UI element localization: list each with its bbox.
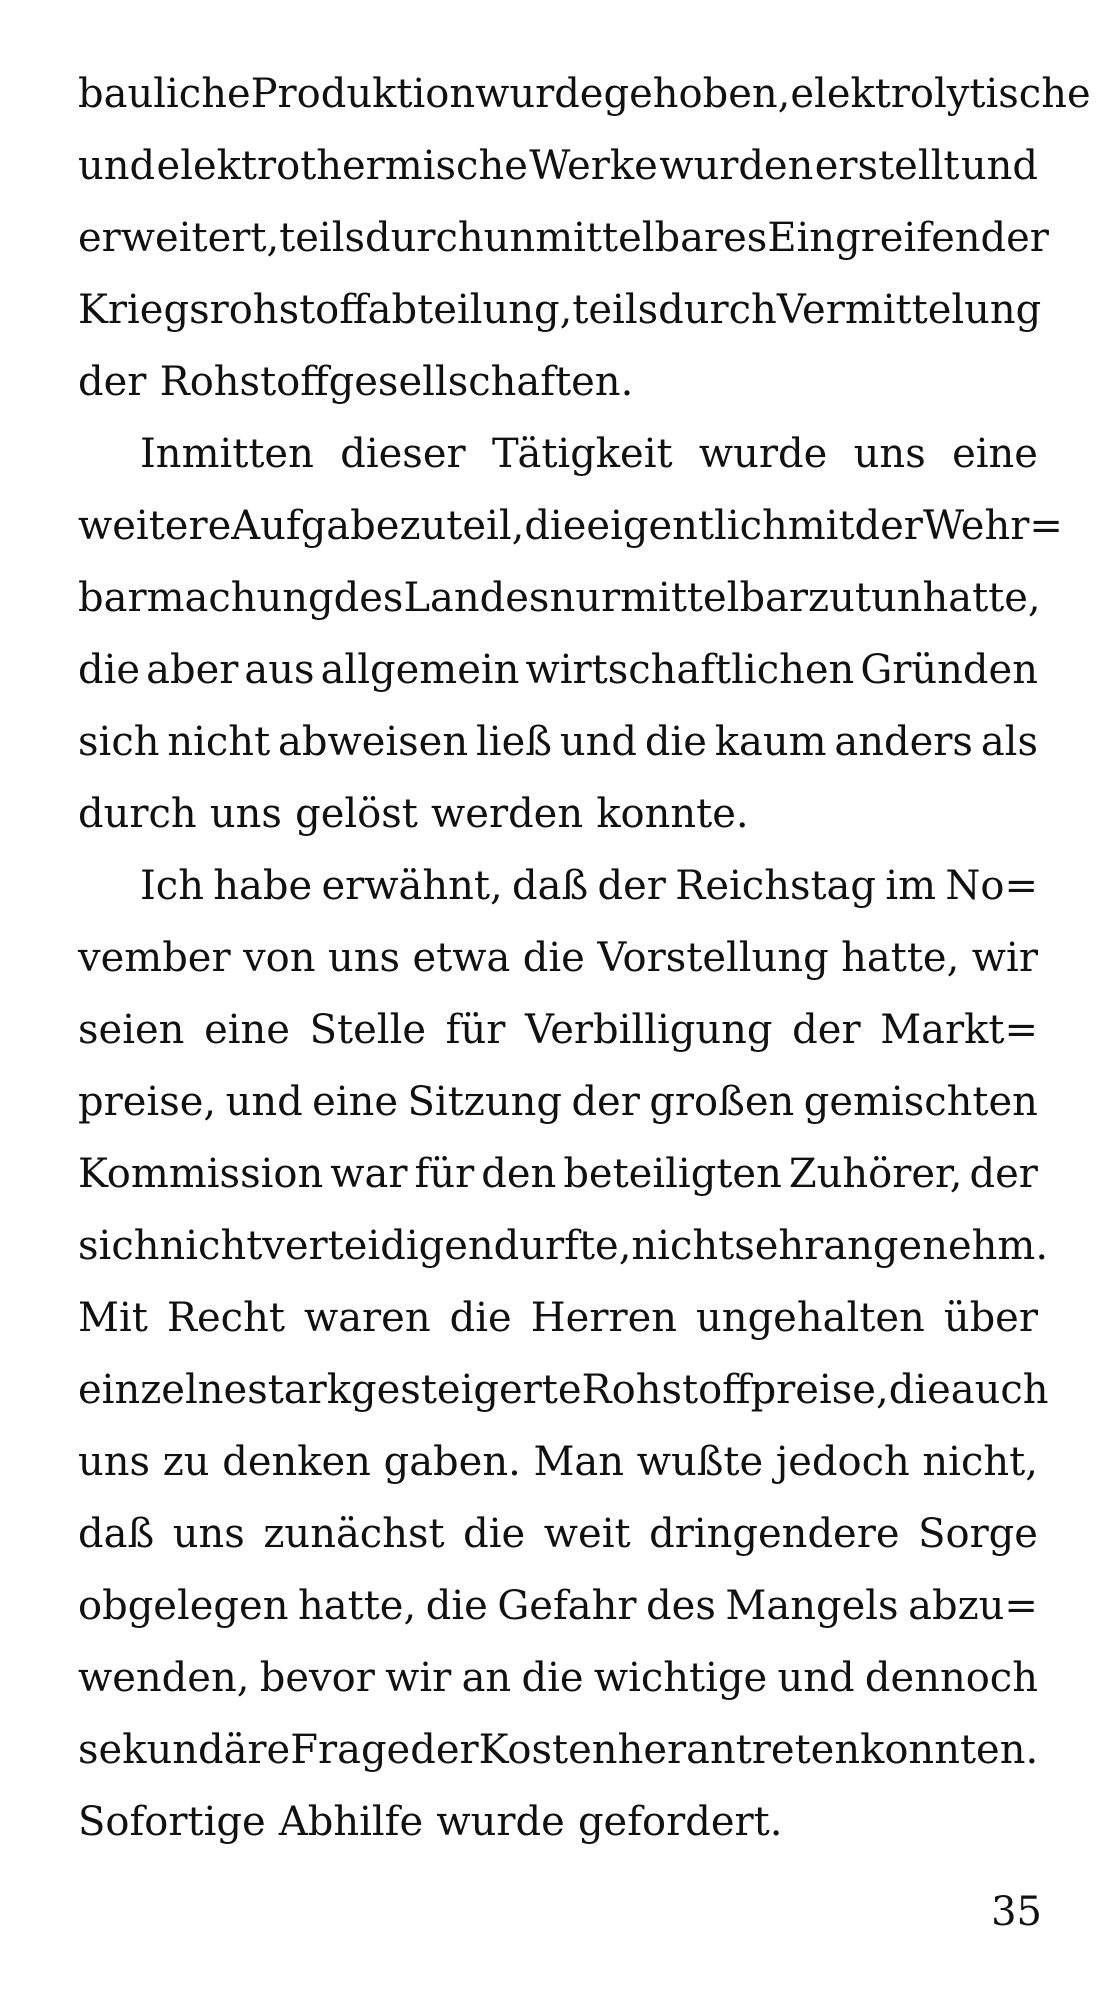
text-line [78,346,1038,418]
word: herantreten [617,1727,861,1773]
word: im [885,863,937,909]
word: von [243,935,316,981]
text-line [78,922,1038,994]
word: die [449,1295,512,1341]
text-line [78,130,1038,202]
word: Frage [290,1727,411,1773]
text-line [78,706,1038,778]
body-text [78,58,1091,1858]
word: wichtige [593,1655,768,1701]
word: ließ [475,719,552,765]
word: Kriegsrohstoffabteilung, [78,287,573,333]
word: mit [787,503,855,549]
text-line [78,634,1038,706]
word: Werke [529,143,658,189]
word: Kommission [78,1151,324,1197]
word: der [571,1079,640,1125]
word: Verbilligung [525,1007,773,1053]
text-line [78,1714,1038,1786]
word: Eingreifen [767,215,981,261]
word: einzelne [78,1367,248,1413]
word: Markt= [880,1007,1038,1053]
word: obgelegen [78,1583,289,1629]
word: und [559,719,637,765]
word: uns [78,1439,151,1485]
word: durfte, [493,1223,632,1269]
word: teils [279,215,366,261]
word: Gefahr [497,1583,637,1629]
word: No= [945,863,1038,909]
word: und [78,143,156,189]
word: den [481,1151,557,1197]
word: unmittelbares [483,215,768,261]
word: Abhilfe [278,1799,424,1845]
text-line [78,202,1049,274]
word: gemischten [803,1079,1038,1125]
word: gehoben, [603,71,791,117]
word: auch [950,1367,1049,1413]
word: beteiligten [563,1151,782,1197]
word: konnten. [860,1727,1039,1773]
word: Tätigkeit [491,431,673,477]
word: ungehalten [696,1295,925,1341]
text-line [78,1138,1038,1210]
word: barmachung [78,575,334,621]
word: denken [222,1439,371,1485]
word: die [888,1367,951,1413]
word: zunächst [263,1511,445,1557]
word: des [646,1583,716,1629]
word: gaben. [383,1439,521,1485]
word: dennoch [864,1655,1038,1701]
word: Mangels [725,1583,899,1629]
word: daß [512,863,589,909]
word: zuteil, [399,503,525,549]
word: wir [971,935,1038,981]
word: der [410,1727,479,1773]
word: stark [247,1367,352,1413]
word: nicht [159,1223,263,1269]
text-line [78,562,1041,634]
word: Produktion [250,71,476,117]
word: hatte, [922,575,1041,621]
word: hatte, [298,1583,417,1629]
word: elektrothermische [156,143,528,189]
word: und [960,143,1038,189]
word: konnte. [596,791,749,837]
word: Kosten [478,1727,618,1773]
word: aber [146,647,239,693]
word: sich [78,1223,160,1269]
word: durch [658,287,777,333]
word: allgemein [320,647,520,693]
word: uns [327,935,401,981]
word: dieser [340,431,466,477]
word: kaum [714,719,827,765]
text-line [78,1282,1038,1354]
word: zu [162,1439,210,1485]
word: wurde [475,71,604,117]
word: war [330,1151,408,1197]
word: wirtschaftlichen [525,647,855,693]
word: daß [78,1511,155,1557]
text-line [78,994,1038,1066]
word: gesteigerte [351,1367,582,1413]
text-line [78,1570,1038,1642]
word: großen [649,1079,795,1125]
word: durch [78,791,197,837]
word: eine [204,1007,290,1053]
word: uns [209,791,282,837]
word: etwa [412,935,511,981]
word: wenden, [78,1655,250,1701]
word: wurde [436,1799,565,1845]
word: seien [78,1007,185,1053]
word: habe [213,863,313,909]
word: Stelle [309,1007,427,1053]
word: elektrolytische [790,71,1091,117]
page-number: 35 [991,1889,1042,1935]
word: durch [365,215,484,261]
word: eine [952,431,1038,477]
word: bauliche [78,71,251,117]
word: erweitert, [78,215,280,261]
word: für [445,1007,506,1053]
word: die [521,1655,584,1701]
word: weitere [78,503,232,549]
word: Rohstoffgesellschaften. [159,359,634,405]
word: vember [78,935,231,981]
word: eine [312,1079,399,1125]
word: der [597,863,666,909]
word: der [78,359,147,405]
word: Zuhörer, [788,1151,963,1197]
word: des [333,575,404,621]
text-line [78,1498,1038,1570]
word: für [414,1151,475,1197]
word: aus [244,647,315,693]
word: zu [808,575,855,621]
word: Gründen [860,647,1038,693]
word: abweisen [278,719,469,765]
text-line [78,1642,1038,1714]
word: Herren [530,1295,677,1341]
word: nur [549,575,621,621]
word: Vorstellung [597,935,829,981]
text-line [78,1426,1038,1498]
word: nicht [631,1223,735,1269]
word: Sofortige [78,1799,266,1845]
word: gelöst [295,791,418,837]
text-line [78,58,1091,130]
word: der [980,215,1049,261]
text-line [78,1210,1049,1282]
word: Vermittelung [776,287,1042,333]
word: weit [543,1511,631,1557]
word: wurden [659,143,814,189]
word: eigentlich [586,503,788,549]
word: Sorge [918,1511,1038,1557]
word: Mit [78,1295,148,1341]
word: abzu= [908,1583,1038,1629]
word: bevor [259,1655,375,1701]
word: verteidigen [262,1223,494,1269]
word: Man [533,1439,625,1485]
word: teils [572,287,659,333]
word: Landes [403,575,550,621]
word: erstellt [814,143,960,189]
word: anders [834,719,973,765]
word: hatte, [841,935,960,981]
text-line [78,778,1038,850]
word: gefordert. [577,1799,783,1845]
word: Inmitten [140,431,314,477]
word: sekundäre [78,1727,291,1773]
word: die [78,647,141,693]
word: Recht [166,1295,285,1341]
text-line [78,418,1038,490]
word: sich [78,719,160,765]
word: über [943,1295,1038,1341]
word: Ich [140,863,204,909]
word: uns [853,431,926,477]
word: die [524,503,587,549]
text-line [78,274,1042,346]
word: die [425,1583,488,1629]
text-line [78,1786,1038,1858]
word: jedoch [775,1439,910,1485]
word: die [522,935,585,981]
word: der [792,1007,861,1053]
word: Wehr= [922,503,1063,549]
word: Aufgabe [231,503,400,549]
word: der [854,503,923,549]
word: angenehm. [823,1223,1049,1269]
word: wir [385,1655,452,1701]
word: mittelbar [620,575,809,621]
word: als [980,719,1038,765]
word: sehr [734,1223,824,1269]
word: Reichstag [675,863,877,909]
word: die [644,719,707,765]
word: und [225,1079,303,1125]
word: und [777,1655,855,1701]
word: erwähnt, [321,863,503,909]
word: preise, [78,1079,217,1125]
text-line [78,850,1038,922]
word: nicht [167,719,271,765]
text-line [78,1354,1049,1426]
word: wurde [698,431,828,477]
word: wußte [636,1439,764,1485]
word: uns [172,1511,245,1557]
text-line [78,490,1063,562]
word: nicht, [922,1439,1038,1485]
word: waren [303,1295,431,1341]
word: dringendere [649,1511,900,1557]
word: die [463,1511,526,1557]
word: werden [431,791,584,837]
word: der [969,1151,1038,1197]
text-line [78,1066,1038,1138]
word: tun [854,575,923,621]
word: Rohstoffpreise, [581,1367,889,1413]
word: an [461,1655,512,1701]
word: Sitzung [407,1079,562,1125]
